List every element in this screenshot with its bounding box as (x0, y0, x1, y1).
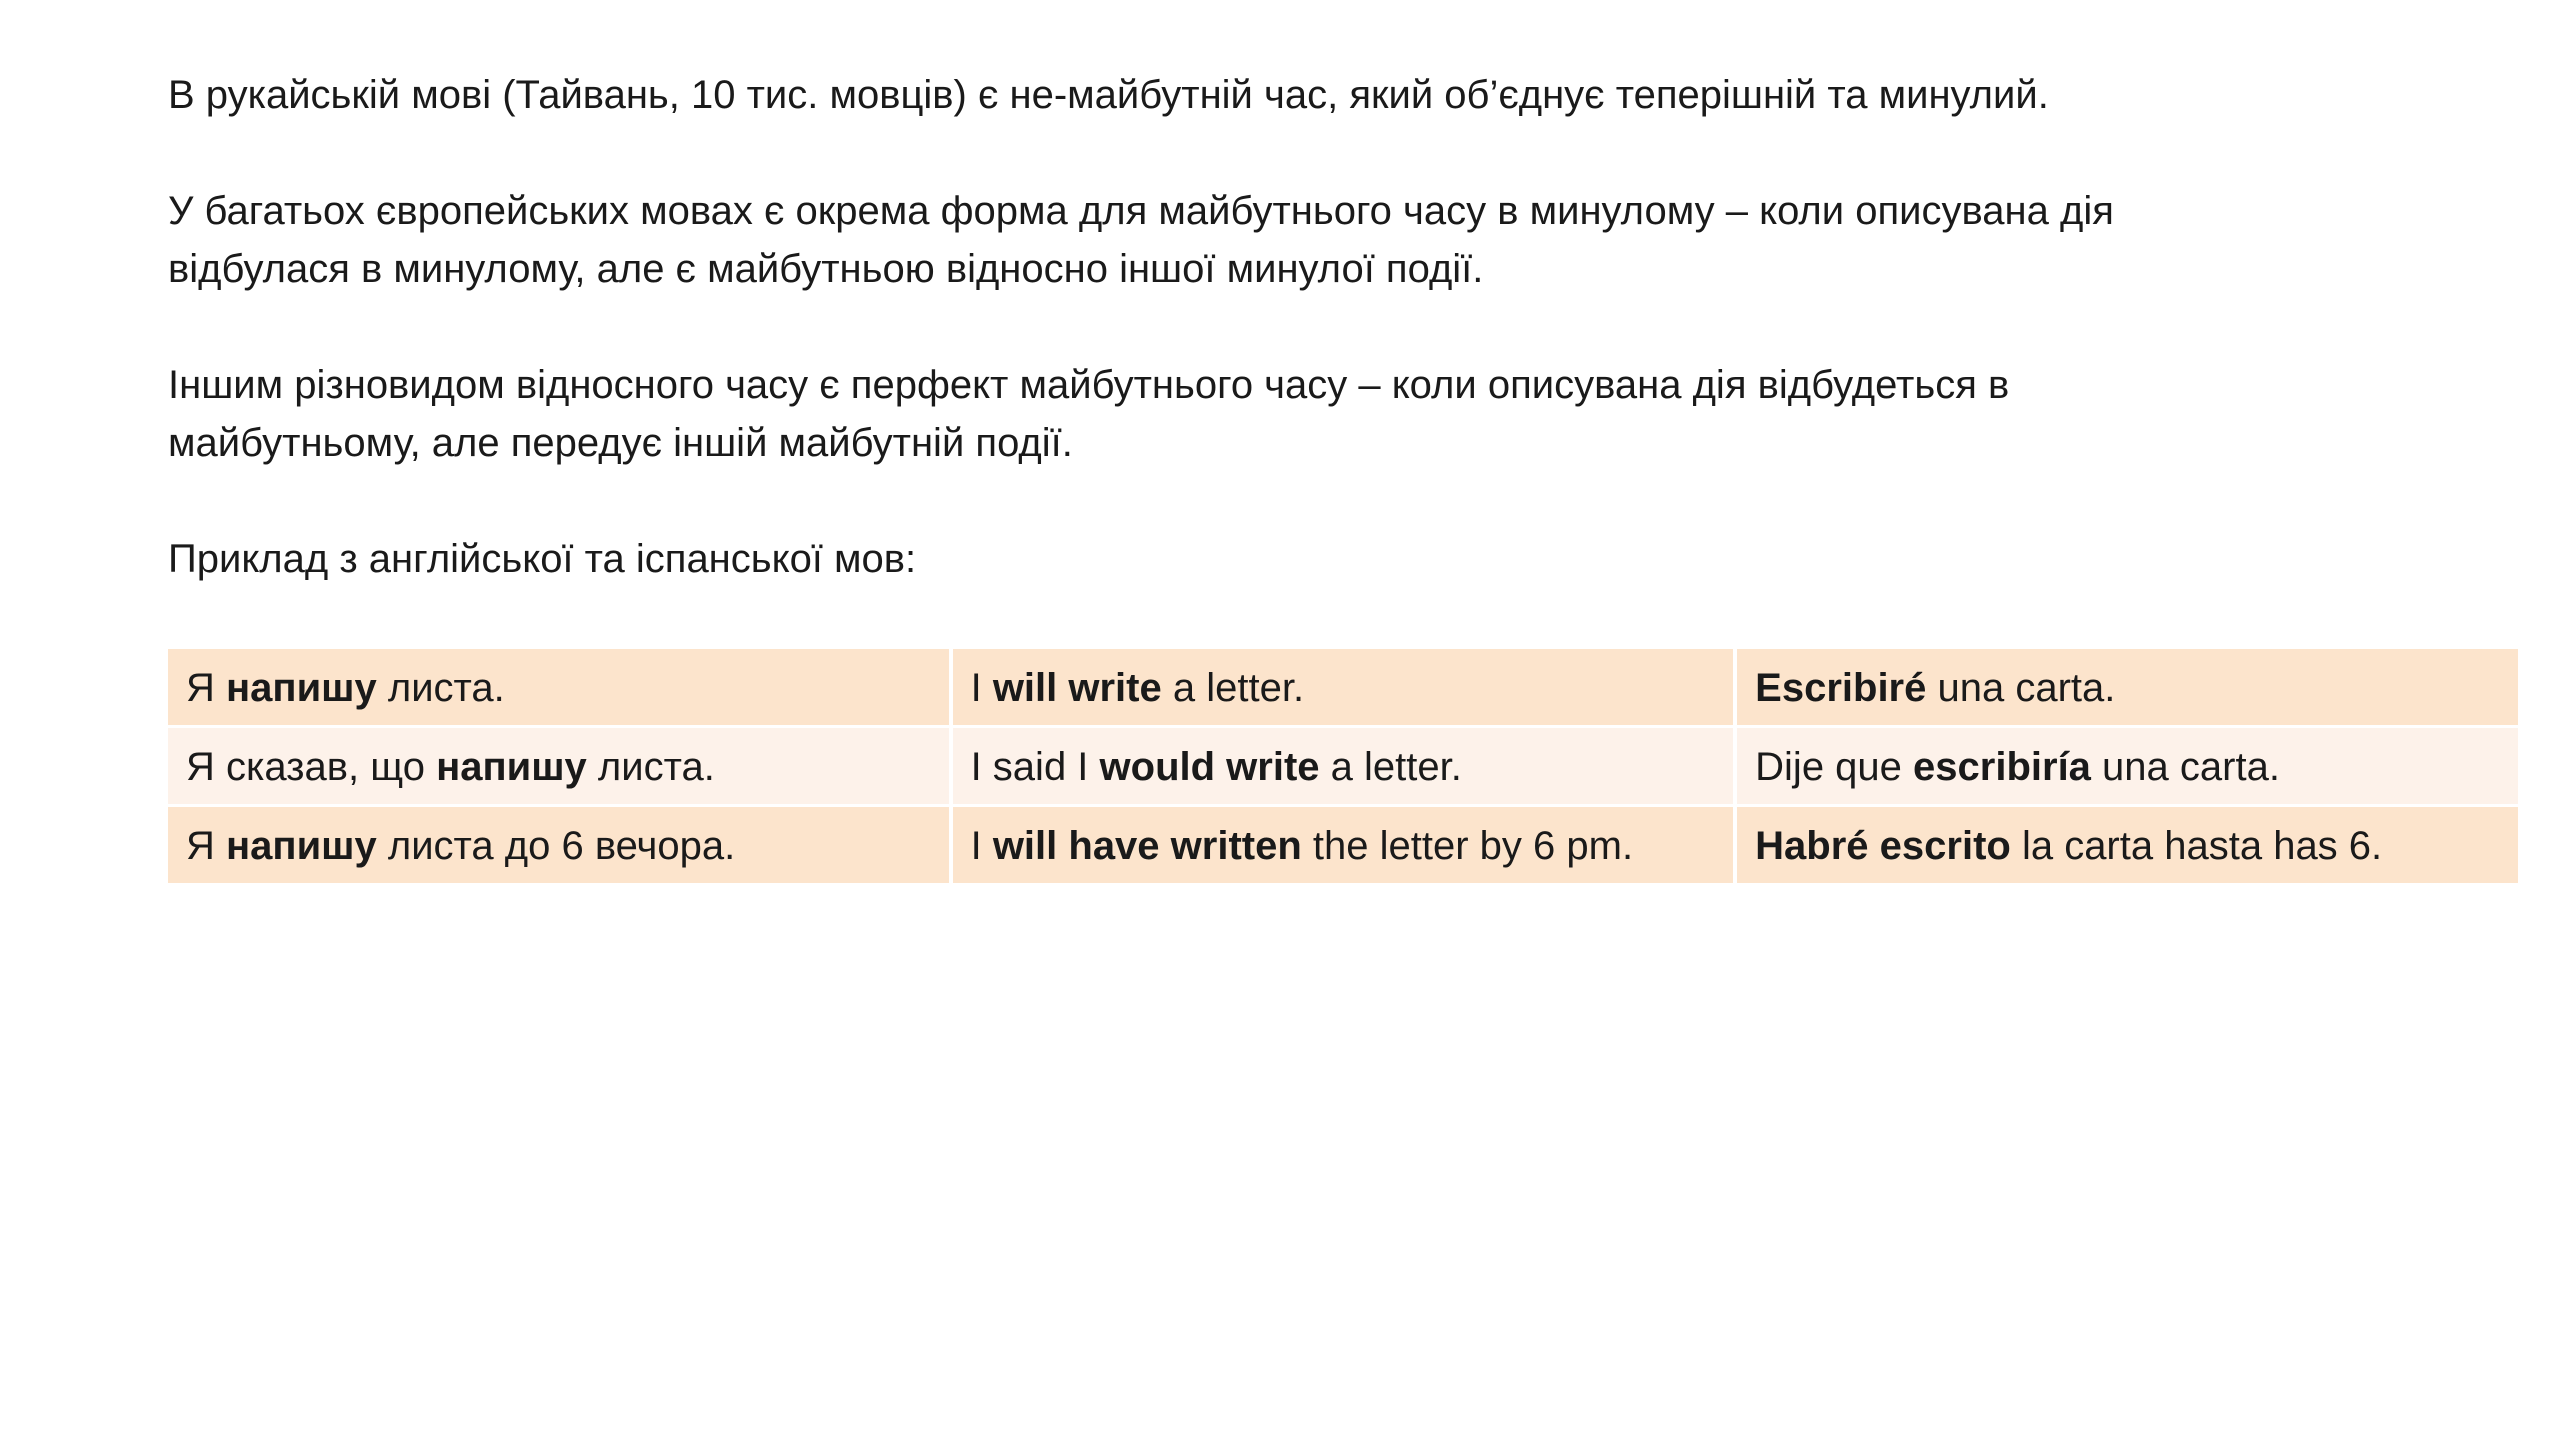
table-row (168, 649, 2518, 725)
cell-english: I said I would write a letter. (953, 728, 1734, 804)
table-row (168, 728, 2518, 804)
slide-content (168, 66, 2518, 886)
cell-ukrainian: Я напишу листа до 6 вечора. (168, 807, 949, 883)
paragraph-future-perfect-line2: майбутньому, але передує іншій майбутній події. (168, 421, 1073, 465)
paragraph-future-in-past (168, 182, 2518, 298)
table-row (168, 807, 2518, 883)
cell-spanish: Escribiré una carta. (1737, 649, 2518, 725)
paragraph-rukai: В рукайській мові (Тайвань, 10 тис. мовців) є не-майбутній час, який об’єднує теперішній та минулий. (168, 73, 2049, 117)
paragraph-future-in-past-line1: У багатьох європейських мовах є окрема форма для майбутнього часу в минулому – коли описувана дія (168, 189, 2114, 233)
cell-ukrainian: Я сказав, що напишу листа. (168, 728, 949, 804)
examples-table (164, 646, 2522, 886)
cell-spanish: Habré escrito la carta hasta has 6. (1737, 807, 2518, 883)
cell-english: I will have written the letter by 6 pm. (953, 807, 1734, 883)
paragraph-future-perfect-line1: Іншим різновидом відносного часу є перфект майбутнього часу – коли описувана дія відбудеться в (168, 363, 2010, 407)
cell-english: I will write a letter. (953, 649, 1734, 725)
paragraph-future-perfect (168, 356, 2518, 472)
cell-ukrainian: Я напишу листа. (168, 649, 949, 725)
paragraph-future-in-past-line2: відбулася в минулому, але є майбутньою відносно іншої минулої події. (168, 247, 1484, 291)
paragraph-example-intro: Приклад з англійської та іспанської мов: (168, 537, 917, 581)
cell-spanish: Dije que escribiría una carta. (1737, 728, 2518, 804)
